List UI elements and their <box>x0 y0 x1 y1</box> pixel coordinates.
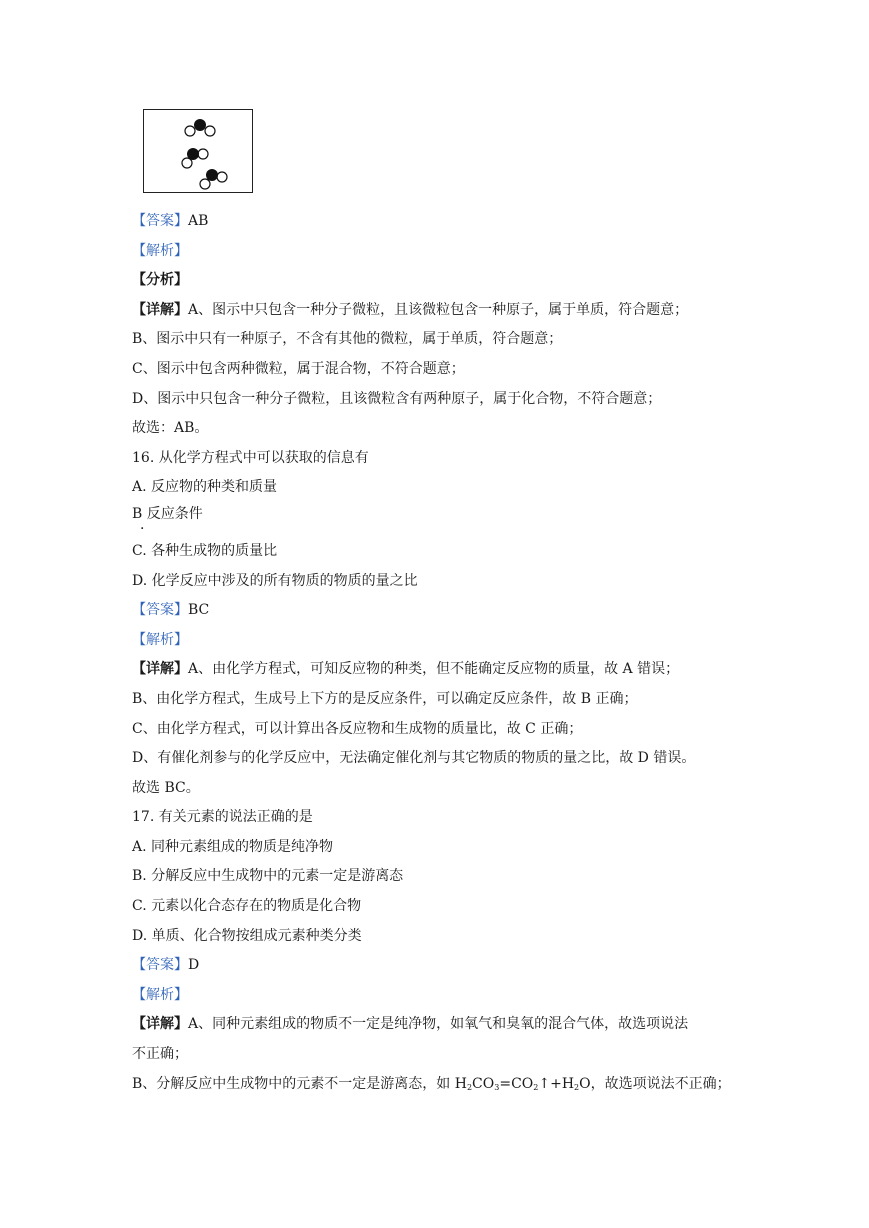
q17-option-b: B. 分解反应中生成物中的元素一定是游离态 <box>132 868 404 885</box>
answer-tag: 【答案】 <box>132 957 188 974</box>
q15-detail-line-a <box>132 296 752 326</box>
q16-answer: BC <box>188 602 210 619</box>
q16-option-c: C. 各种生成物的质量比 <box>132 542 278 559</box>
q16-conclusion: 故选 BC。 <box>132 779 200 796</box>
q16-detail-line-c: C、由化学方程式，可以计算出各反应物和生成物的质量比，故 C 正确； <box>132 720 583 737</box>
q17-b-mid3: ↑+H <box>538 1075 575 1092</box>
q16-detail-line-a <box>132 655 752 685</box>
q16-option-b: B 反应条件 <box>132 505 203 522</box>
q17-b-sub4: 2 <box>574 1082 580 1092</box>
answer-tag: 【答案】 <box>132 213 188 229</box>
q16-detail-line-d: D、有催化剂参与的化学反应中，无法确定催化剂与其它物质的物质的量之比，故 D 错误。 <box>132 750 696 767</box>
answer-tag: 【答案】 <box>132 602 188 619</box>
q17-b-sub3: 2 <box>533 1082 539 1092</box>
q17-detail-a: A、同种元素组成的物质不一定是纯净物，如氧气和臭氧的混合气体，故选项说法 <box>188 1016 689 1033</box>
q16-answer-line <box>132 596 752 626</box>
molecule-diagram-svg <box>144 110 254 194</box>
q17-answer-line <box>132 951 752 981</box>
molecule-diagram <box>143 109 253 193</box>
q16-detail-a: A、由化学方程式，可知反应物的种类，但不能确定反应物的质量，故 A 错误； <box>188 661 680 678</box>
q15-answer: AB <box>188 213 209 229</box>
molecule-3 <box>200 169 227 189</box>
q15-detail-a: A、图示中只包含一种分子微粒，且该微粒包含一种原子，属于单质，符合题意； <box>188 301 689 318</box>
q17-option-a: A. 同种元素组成的物质是纯净物 <box>132 838 334 855</box>
fenxi-tag: 【分析】 <box>132 272 188 289</box>
q17-answer: D <box>188 957 200 974</box>
q16-option-a: A. 反应物的种类和质量 <box>132 479 278 496</box>
q17-detail-line-a <box>132 1010 752 1040</box>
document-body <box>132 207 752 1099</box>
q16-question: 16. 从化学方程式中可以获取的信息有 <box>132 449 369 466</box>
q16-detail-line-b: B、由化学方程式，生成号上下方的是反应条件，可以确定反应条件，故 B 正确； <box>132 690 638 707</box>
detail-tag: 【详解】 <box>132 301 188 318</box>
q17-b-sub2: 3 <box>494 1082 500 1092</box>
analysis-tag: 【解析】 <box>132 631 188 648</box>
q17-analysis-line <box>132 981 752 1011</box>
molecule-2 <box>182 148 208 168</box>
q15-conclusion: 故选：AB。 <box>132 420 209 437</box>
detail-tag: 【详解】 <box>132 661 188 678</box>
q15-analysis-line <box>132 237 752 267</box>
q17-option-c: C. 元素以化合态存在的物质是化合物 <box>132 898 362 915</box>
q17-b-post: O，故选项说法不正确； <box>579 1075 731 1092</box>
q16-option-d: D. 化学反应中涉及的所有物质的物质的量之比 <box>132 572 418 589</box>
analysis-tag: 【解析】 <box>132 242 188 259</box>
q15-detail-line-b: B、图示中只有一种原子，不含有其他的微粒，属于单质，符合题意； <box>132 331 563 348</box>
detail-tag: 【详解】 <box>132 1016 188 1033</box>
q16-dot-mark: · <box>140 520 145 537</box>
q15-answer-line <box>132 207 752 237</box>
q17-b-mid1: CO <box>472 1075 495 1092</box>
q17-detail-line-b <box>132 1070 752 1100</box>
q16-analysis-line <box>132 626 752 656</box>
q15-detail-line-c: C、图示中包含两种微粒，属于混合物，不符合题意； <box>132 360 465 377</box>
q15-detail-line-d: D、图示中只包含一种分子微粒，且该微粒含有两种原子，属于化合物，不符合题意； <box>132 390 662 407</box>
molecule-1 <box>185 119 215 136</box>
q17-question: 17. 有关元素的说法正确的是 <box>132 809 313 826</box>
q17-option-d: D. 单质、化合物按组成元素种类分类 <box>132 927 362 944</box>
q17-b-sub1: 2 <box>466 1082 473 1092</box>
q17-b-pre: B、分解反应中生成物中的元素不一定是游离态，如 H <box>132 1075 467 1092</box>
q17-b-mid2: =CO <box>499 1075 534 1092</box>
analysis-tag: 【解析】 <box>132 986 188 1003</box>
q17-detail-line-a2: 不正确； <box>132 1046 188 1063</box>
q15-fenxi-line <box>132 266 752 296</box>
